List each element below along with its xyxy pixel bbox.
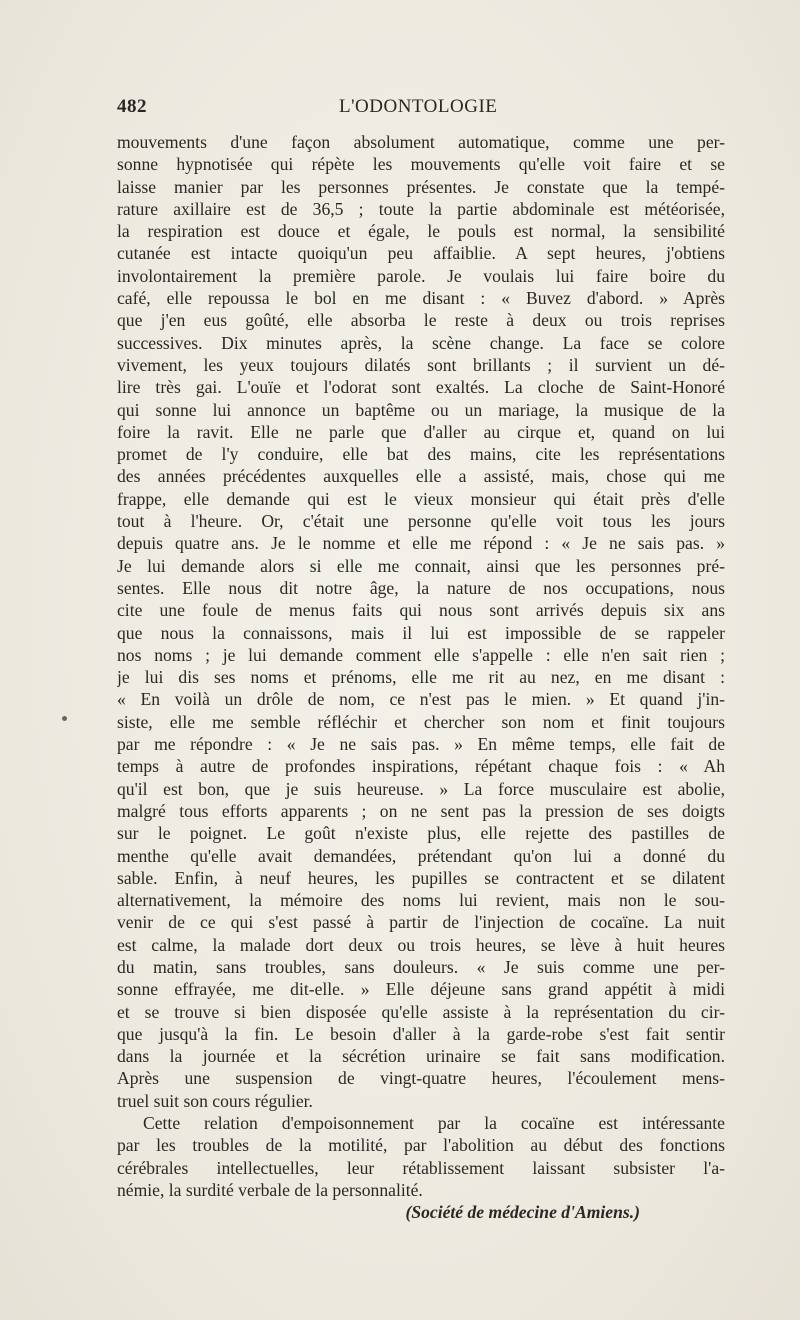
text-line: involontairement la première parole. Je voulais lui faire boire du — [117, 265, 725, 286]
text-line: sable. Enfin, à neuf heures, les pupilles se contractent et se dilatent — [117, 867, 725, 888]
text-line: menthe qu'elle avait demandées, prétendant qu'on lui a donné du — [117, 845, 725, 866]
text-line: vivement, les yeux toujours dilatés sont brillants ; il survient un dé- — [117, 354, 725, 375]
margin-mark — [62, 716, 67, 721]
text-line: sur le poignet. Le goût n'existe plus, elle rejette des pastilles de — [117, 823, 725, 844]
text-line: venir de ce qui s'est passé à partir de l'injection de cocaïne. La nuit — [117, 912, 725, 933]
text-line: cutanée est intacte quoiqu'un peu affaiblie. A sept heures, j'obtiens — [117, 243, 725, 264]
text-line: dans la journée et la sécrétion urinaire se fait sans modification. — [117, 1046, 725, 1067]
text-line: est calme, la malade dort deux ou trois heures, se lève à huit heures — [117, 934, 725, 955]
body-text — [117, 131, 725, 1224]
text-line: par les troubles de la motilité, par l'abolition au début des fonctions — [117, 1135, 725, 1156]
text-line: cérébrales intellectuelles, leur rétablissement laissant subsister l'a- — [117, 1157, 725, 1178]
text-line: malgré tous efforts apparents ; on ne sent pas la pression de ses doigts — [117, 800, 725, 821]
text-line: qu'il est bon, que je suis heureuse. » La force musculaire est abolie, — [117, 778, 725, 799]
text-line: sonne effrayée, me dit-elle. » Elle déjeune sans grand appétit à midi — [117, 979, 725, 1000]
page-number: 482 — [117, 96, 147, 117]
text-line: Cette relation d'empoisonnement par la cocaïne est intéressante — [143, 1113, 725, 1134]
text-line: promet de l'y conduire, elle bat des mains, cite les représentations — [117, 444, 725, 465]
text-line: lire très gai. L'ouïe et l'odorat sont exaltés. La cloche de Saint-Honoré — [117, 377, 725, 398]
text-line: cite une foule de menus faits qui nous sont arrivés depuis six ans — [117, 600, 725, 621]
text-line: que j'en eus goûté, elle absorba le reste à deux ou trois reprises — [117, 310, 725, 331]
text-line: je lui dis ses noms et prénoms, elle me rit au nez, en me disant : — [117, 667, 725, 688]
text-line: nos noms ; je lui demande comment elle s'appelle : elle n'en sait rien ; — [117, 644, 725, 665]
text-line: rature axillaire est de 36,5 ; toute la partie abdominale est météorisée, — [117, 198, 725, 219]
text-line: qui sonne lui annonce un baptême ou un mariage, la musique de la — [117, 399, 725, 420]
text-line: truel suit son cours régulier. — [117, 1090, 313, 1111]
text-line: café, elle repoussa le bol en me disant : « Buvez d'abord. » Après — [117, 288, 725, 309]
text-line: sonne hypnotisée qui répète les mouvements qu'elle voit faire et se — [117, 154, 725, 175]
text-line: siste, elle me semble réfléchir et chercher son nom et finit toujours — [117, 711, 725, 732]
text-line: du matin, sans troubles, sans douleurs. « Je suis comme une per- — [117, 956, 725, 977]
text-line: « En voilà un drôle de nom, ce n'est pas le mien. » Et quand j'in- — [117, 689, 725, 710]
page-header — [117, 96, 725, 124]
text-line: et se trouve si bien disposée qu'elle assiste à la représentation du cir- — [117, 1001, 725, 1022]
text-line: mouvements d'une façon absolument automatique, comme une per- — [117, 132, 725, 152]
text-line: des années précédentes auxquelles elle a assisté, mais, chose qui me — [117, 466, 725, 487]
text-line: frappe, elle demande qui est le vieux monsieur qui était près d'elle — [117, 488, 725, 509]
text-line: la respiration est douce et égale, le pouls est normal, la sensibilité — [117, 221, 725, 242]
text-line: depuis quatre ans. Je le nomme et elle me répond : « Je ne sais pas. » — [117, 533, 725, 554]
text-line: Je lui demande alors si elle me connait, ainsi que les personnes pré- — [117, 555, 725, 576]
text-line: successives. Dix minutes après, la scène change. La face se colore — [117, 332, 725, 353]
text-line: Après une suspension de vingt-quatre heures, l'écoulement mens- — [117, 1068, 725, 1089]
text-line: que jusqu'à la fin. Le besoin d'aller à la garde-robe s'est fait sentir — [117, 1023, 725, 1044]
running-title: L'ODONTOLOGIE — [339, 96, 498, 117]
text-line: tout à l'heure. Or, c'était une personne qu'elle voit tous les jours — [117, 511, 725, 532]
text-line: laisse manier par les personnes présentes. Je constate que la tempé- — [117, 176, 725, 197]
text-line: que nous la connaissons, mais il lui est impossible de se rappeler — [117, 622, 725, 643]
text-line: némie, la surdité verbale de la personnalité. — [117, 1179, 423, 1200]
text-line: alternativement, la mémoire des noms lui revient, mais non le sou- — [117, 890, 725, 911]
text-line: par me répondre : « Je ne sais pas. » En même temps, elle fait de — [117, 734, 725, 755]
text-line: foire la ravit. Elle ne parle que d'aller au cirque et, quand on lui — [117, 421, 725, 442]
text-line: temps à autre de profondes inspirations, répétant chaque fois : « Ah — [117, 756, 725, 777]
source-citation: (Société de médecine d'Amiens.) — [405, 1202, 640, 1223]
text-line: sentes. Elle nous dit notre âge, la nature de nos occupations, nous — [117, 577, 725, 598]
